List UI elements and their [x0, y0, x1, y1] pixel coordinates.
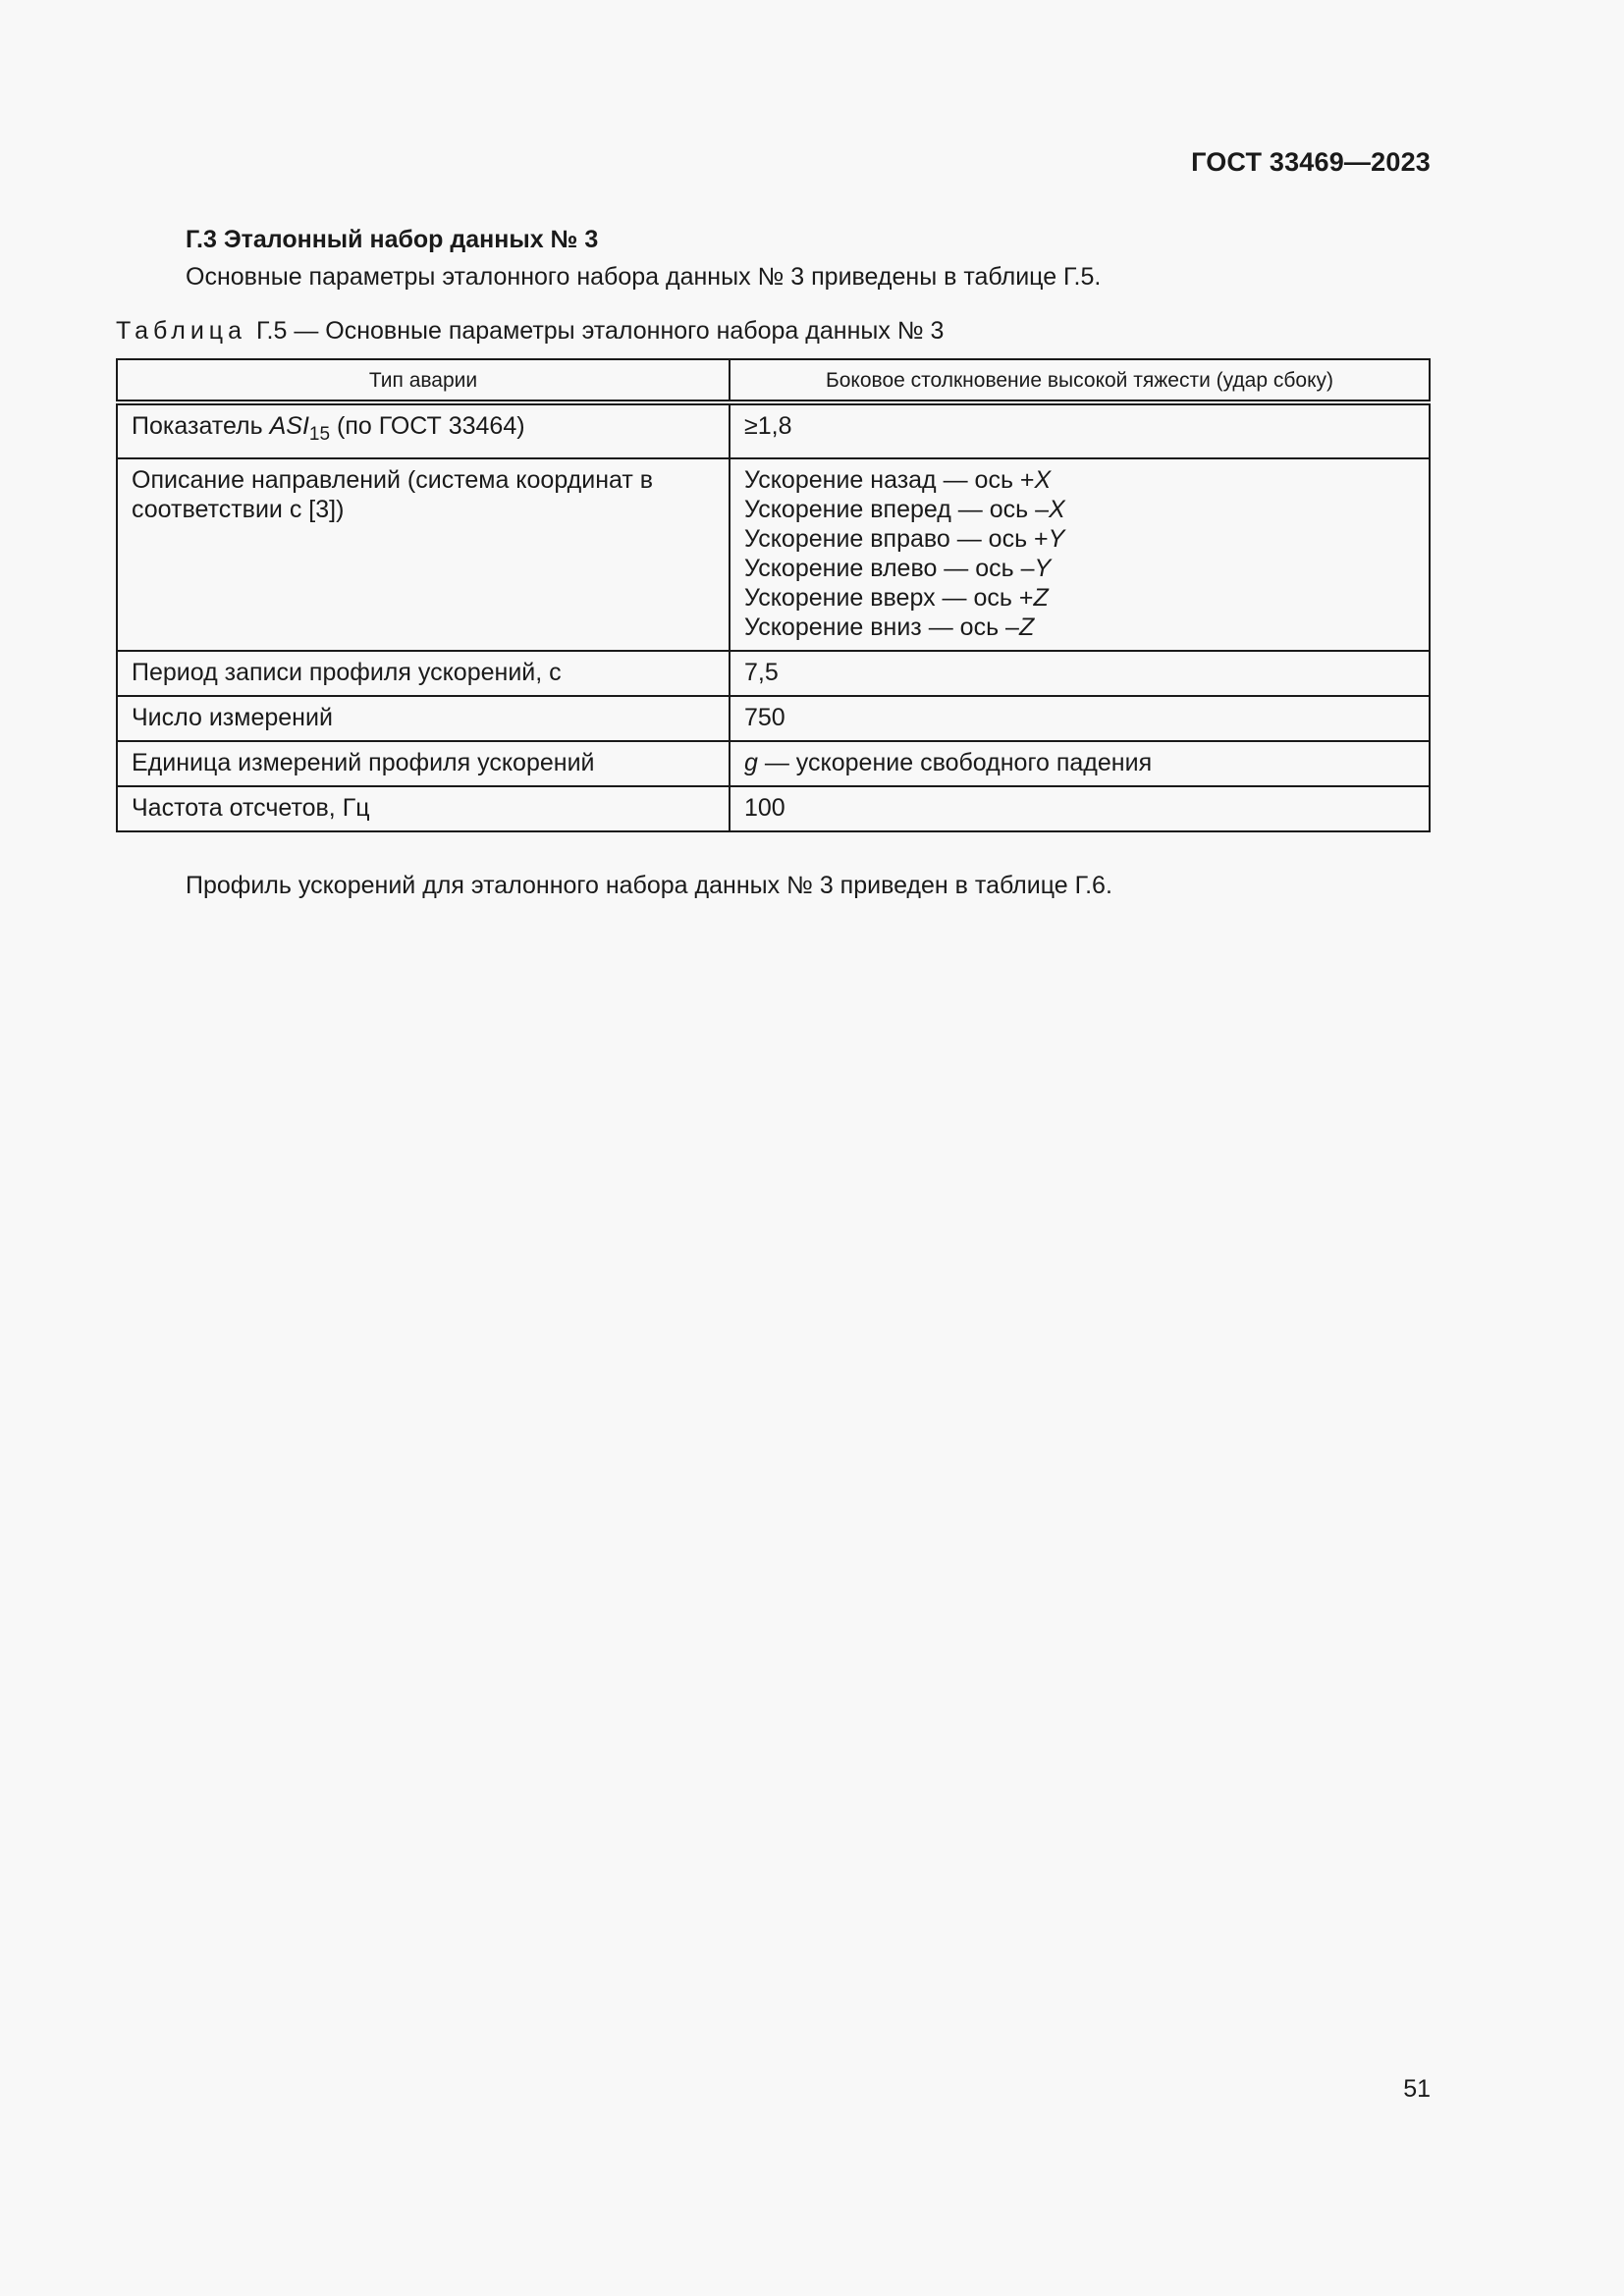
asi-label	[117, 402, 730, 458]
direction-line: Ускорение влево — ось –Y	[744, 555, 1052, 582]
frequency-value: 100	[730, 786, 1430, 831]
table-caption	[116, 317, 944, 346]
table-row-directions	[117, 458, 1430, 651]
direction-line: Ускорение вниз — ось –Z	[744, 614, 1035, 641]
table-header-row	[117, 359, 1430, 402]
asi-symbol: ASI	[269, 412, 309, 440]
table-caption-text: Г.5 — Основные параметры эталонного набора данных № 3	[256, 317, 945, 345]
table-caption-word: Таблица	[116, 317, 247, 345]
section-title: Г.3 Эталонный набор данных № 3	[186, 226, 599, 253]
intro-paragraph: Основные параметры эталонного набора данных № 3 приведены в таблице Г.5.	[186, 263, 1102, 291]
count-label: Число измерений	[117, 696, 730, 741]
page-number: 51	[1403, 2075, 1431, 2103]
asi-label-prefix: Показатель	[132, 412, 270, 440]
period-label: Период записи профиля ускорений, с	[117, 651, 730, 696]
document-code: ГОСТ 33469—2023	[1191, 147, 1431, 177]
table-row-asi	[117, 402, 1430, 458]
asi-value: ≥1,8	[730, 402, 1430, 458]
count-value: 750	[730, 696, 1430, 741]
direction-line: Ускорение вперед — ось –X	[744, 496, 1065, 523]
unit-symbol: g	[744, 749, 758, 776]
direction-line: Ускорение вверх — ось +Z	[744, 584, 1049, 612]
direction-line: Ускорение вправо — ось +Y	[744, 525, 1065, 553]
unit-label: Единица измерений профиля ускорений	[117, 741, 730, 786]
parameters-table	[116, 358, 1431, 832]
period-value: 7,5	[730, 651, 1430, 696]
frequency-label: Частота отсчетов, Гц	[117, 786, 730, 831]
asi-label-suffix: (по ГОСТ 33464)	[330, 412, 525, 440]
table-row-count	[117, 696, 1430, 741]
direction-line: Ускорение назад — ось +X	[744, 466, 1052, 494]
unit-description: — ускорение свободного падения	[757, 749, 1153, 776]
directions-label: Описание направлений (система координат в соответствии с [3])	[117, 458, 730, 651]
table-row-unit	[117, 741, 1430, 786]
table-row-period	[117, 651, 1430, 696]
asi-subscript: 15	[308, 424, 331, 445]
closing-paragraph: Профиль ускорений для эталонного набора данных № 3 приведен в таблице Г.6.	[186, 872, 1112, 899]
directions-value	[730, 458, 1430, 651]
header-crash-description: Боковое столкновение высокой тяжести (удар сбоку)	[730, 359, 1430, 402]
unit-value	[730, 741, 1430, 786]
header-crash-type: Тип аварии	[117, 359, 730, 402]
table-row-frequency	[117, 786, 1430, 831]
